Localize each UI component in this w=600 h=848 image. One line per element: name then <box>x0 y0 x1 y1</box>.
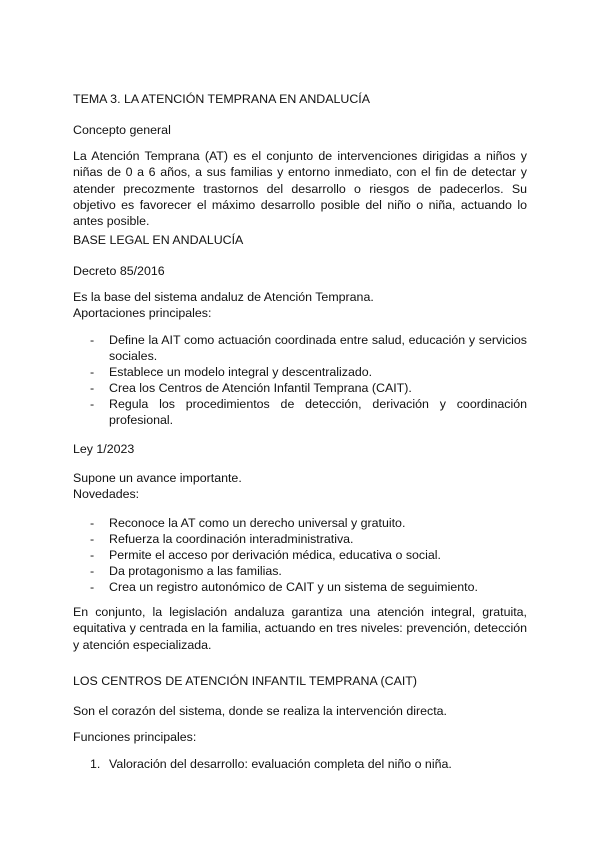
list-item: - Crea los Centros de Atención Infantil Temprana (CAIT). <box>73 380 527 396</box>
legislacion-conclusion: En conjunto, la legislación andaluza garantiza una atención integral, gratuita, equitativa y centrada en la familia, actuando en tres niveles: prevención, detección y atención especializada. <box>73 605 527 652</box>
concepto-paragraph: La Atención Temprana (AT) es el conjunto de intervenciones dirigidas a niños y niñas de 0 a 6 años, a sus familias y entorno inmediato, con el fin de detectar y atender precozmente trastornos del desarrollo o riesgos de padecerlos. Su objetivo es favorecer el máximo desarrollo posible del niño o niña, actuando lo antes posible. <box>73 149 527 229</box>
list-item: - Crea un registro autonómico de CAIT y un sistema de seguimiento. <box>73 579 527 595</box>
ley-intro <box>73 470 527 502</box>
list-item: - Regula los procedimientos de detección, derivación y coordinación profesional. <box>73 396 527 428</box>
decreto-heading: Decreto 85/2016 <box>73 264 165 278</box>
decreto-intro <box>73 289 527 321</box>
ley-intro-line-2: Novedades: <box>73 487 140 501</box>
decreto-intro-line-1: Es la base del sistema andaluz de Atención Temprana. <box>73 290 374 304</box>
cait-heading: LOS CENTROS DE ATENCIÓN INFANTIL TEMPRANA (CAIT) <box>73 674 418 688</box>
concepto-heading: Concepto general <box>73 123 171 137</box>
ley-intro-line-1: Supone un avance importante. <box>73 471 242 485</box>
list-item-text: Valoración del desarrollo: evaluación completa del niño o niña. <box>109 757 452 771</box>
decreto-list <box>73 332 527 428</box>
ley-list <box>73 515 527 595</box>
list-item <box>73 756 527 772</box>
cait-intro: Son el corazón del sistema, donde se realiza la intervención directa. <box>73 704 447 718</box>
ley-heading: Ley 1/2023 <box>73 442 135 456</box>
base-legal-heading: BASE LEGAL EN ANDALUCÍA <box>73 233 244 247</box>
list-item: - Establece un modelo integral y descentralizado. <box>73 364 527 380</box>
decreto-intro-line-2: Aportaciones principales: <box>73 306 212 320</box>
funciones-list <box>73 756 527 772</box>
list-number: 1. <box>90 757 101 771</box>
list-item: - Permite el acceso por derivación médica, educativa o social. <box>73 547 527 563</box>
list-item: - Refuerza la coordinación interadministrativa. <box>73 531 527 547</box>
list-item: - Reconoce la AT como un derecho universal y gratuito. <box>73 515 527 531</box>
list-item: - Da protagonismo a las familias. <box>73 563 527 579</box>
funciones-heading: Funciones principales: <box>73 730 197 744</box>
document-title: TEMA 3. LA ATENCIÓN TEMPRANA EN ANDALUCÍA <box>73 92 370 106</box>
list-item: - Define la AIT como actuación coordinada entre salud, educación y servicios sociales. <box>73 332 527 364</box>
